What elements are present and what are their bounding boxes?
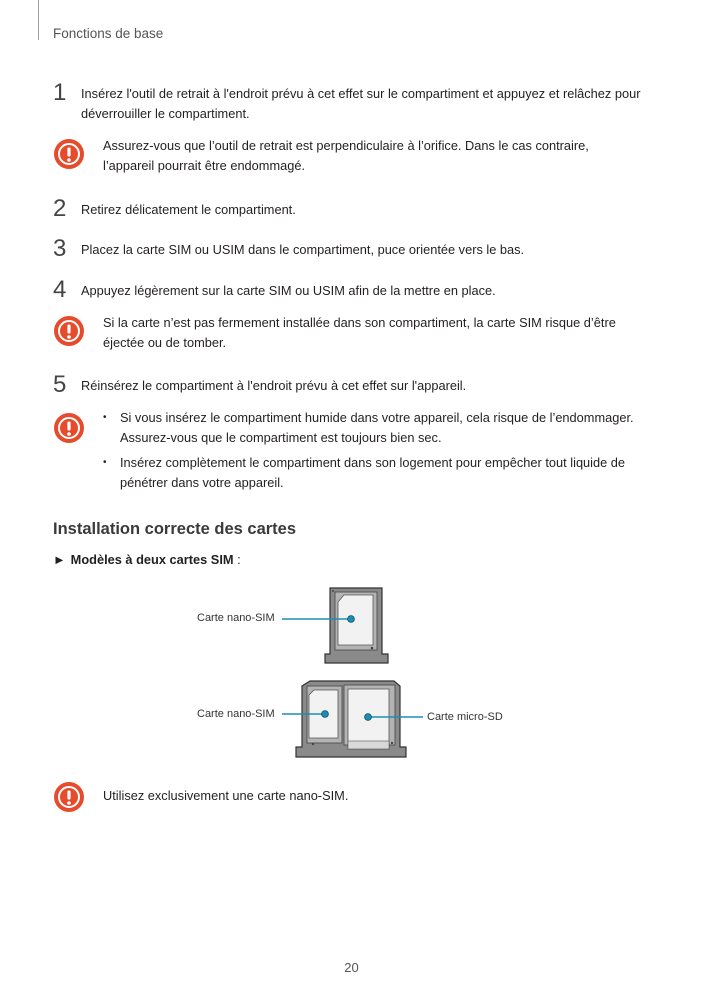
dual-card-tray: [296, 681, 406, 757]
single-sim-tray: [325, 588, 388, 663]
step-number: 1: [53, 79, 67, 106]
step-text: Insérez l'outil de retrait à l'endroit prévu à cet effet sur le compartiment et appuyez et relâchez pour déverrouiller le compartiment.: [81, 86, 641, 121]
warning-text: Si la carte n’est pas fermement installée dans son compartiment, la carte SIM risque d’être éjectée ou de tomber.: [103, 315, 616, 350]
label-nano-sim-top: Carte nano-SIM: [197, 612, 275, 624]
models-colon: :: [233, 552, 241, 567]
warning-bullet: • Insérez complètement le compartiment dans son logement pour empêcher tout liquide de pénétrer dans votre appareil.: [103, 453, 648, 493]
step-text: Appuyez légèrement sur la carte SIM ou USIM afin de la mettre en place.: [81, 283, 496, 298]
warning-bullet: • Si vous insérez le compartiment humide dans votre appareil, cela risque de l’endommager. Assurez-vous que le compartiment est toujours bien sec.: [103, 408, 648, 448]
step-number: 4: [53, 276, 67, 303]
step-number: 5: [53, 371, 67, 398]
label-nano-sim-bottom: Carte nano-SIM: [197, 708, 275, 720]
page-header-title: Fonctions de base: [53, 26, 164, 41]
label-micro-sd: Carte micro-SD: [427, 711, 503, 723]
warning-text: Assurez-vous que l’outil de retrait est perpendiculaire à l’orifice. Dans le cas contraire, l’appareil pourrait être endommagé.: [103, 138, 589, 173]
section-heading: Installation correcte des cartes: [53, 520, 297, 538]
triangle-arrow-icon: ►: [53, 552, 66, 567]
warning-icon: [54, 782, 84, 812]
step-text: Réinsérez le compartiment à l'endroit prévu à cet effet sur l'appareil.: [81, 378, 467, 393]
step-text: Retirez délicatement le compartiment.: [81, 202, 296, 217]
step-text: Placez la carte SIM ou USIM dans le compartiment, puce orientée vers le bas.: [81, 242, 525, 257]
warning-text: Utilisez exclusivement une carte nano-SIM.: [103, 788, 349, 803]
step-number: 2: [53, 195, 67, 222]
models-label: Modèles à deux cartes SIM: [70, 552, 234, 567]
page-number: 20: [344, 960, 359, 975]
step-number: 3: [53, 235, 67, 262]
